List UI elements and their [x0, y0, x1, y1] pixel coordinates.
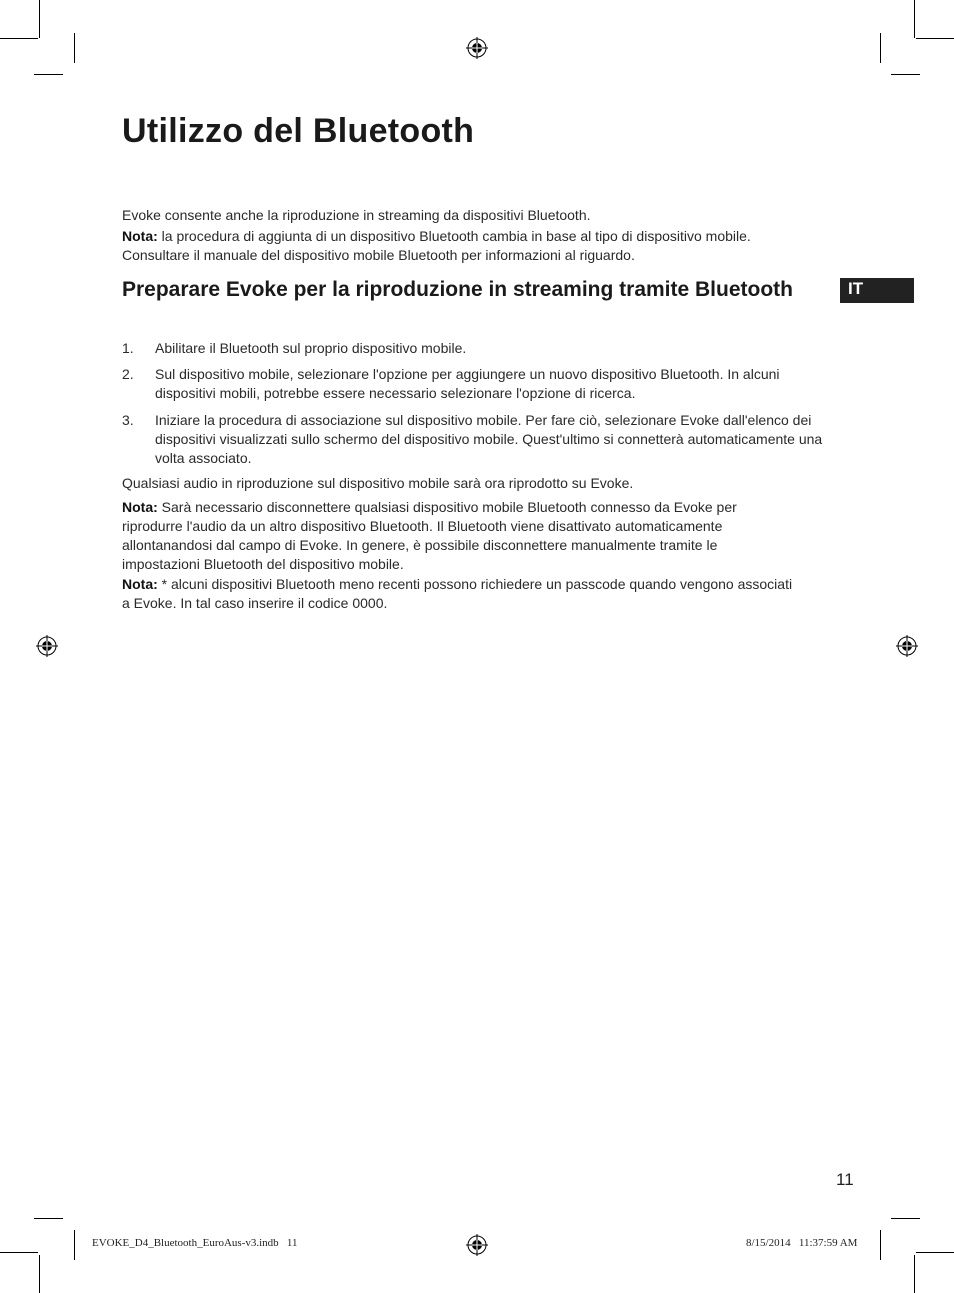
slug-filename: EVOKE_D4_Bluetooth_EuroAus-v3.indb 11 — [92, 1237, 298, 1249]
crop-mark — [914, 0, 915, 38]
slug-timestamp: 8/15/2014 11:37:59 AM — [746, 1237, 858, 1249]
registration-mark-icon — [896, 635, 918, 657]
crop-mark — [34, 1218, 63, 1219]
crop-mark — [880, 33, 881, 63]
crop-mark — [891, 74, 920, 75]
registration-mark-icon — [466, 37, 488, 59]
crop-mark — [0, 38, 38, 39]
crop-mark — [914, 1255, 915, 1293]
note-paragraph — [122, 575, 797, 613]
crop-mark — [39, 1255, 40, 1293]
note-paragraph — [122, 498, 797, 574]
intro-paragraph — [122, 206, 812, 225]
list-number: 1. — [122, 340, 134, 356]
result-text: Qualsiasi audio in riproduzione sul dispositivo mobile sarà ora riprodotto su Evoke. — [122, 475, 634, 491]
note-text: * alcuni dispositivi Bluetooth meno recenti possono richiedere un passcode quando vengono associati a Evoke. In tal caso inserire il codice 0000. — [122, 576, 793, 611]
page-number: 11 — [836, 1170, 854, 1189]
list-item — [122, 365, 842, 403]
note-text: Sarà necessario disconnettere qualsiasi dispositivo mobile Bluetooth connesso da Evoke per riprodurre l'audio da un altro dispositivo Bluetooth. Il Bluetooth viene disattivato automaticamente allontanandosi dal campo di Evoke. In genere, è possibile disconnettere manualmente tramite le impostazioni Bluetooth del dispositivo mobile. — [122, 499, 737, 572]
result-paragraph — [122, 474, 822, 493]
note-label: Nota: — [122, 228, 158, 244]
registration-mark-icon — [36, 635, 58, 657]
crop-mark — [916, 1252, 954, 1253]
list-text: Sul dispositivo mobile, selezionare l'opzione per aggiungere un nuovo dispositivo Bluetooth. In alcuni dispositivi mobili, potrebbe essere necessario selezionare l'opzione di ricerca. — [155, 366, 780, 401]
crop-mark — [0, 1252, 38, 1253]
crop-mark — [39, 0, 40, 38]
crop-mark — [916, 38, 954, 39]
list-item — [122, 339, 842, 358]
list-item — [122, 411, 842, 468]
crop-mark — [74, 1230, 75, 1260]
crop-mark — [74, 33, 75, 63]
crop-mark — [880, 1230, 881, 1260]
list-text: Abilitare il Bluetooth sul proprio dispositivo mobile. — [155, 340, 467, 356]
list-number: 2. — [122, 366, 134, 382]
list-text: Iniziare la procedura di associazione sul dispositivo mobile. Per fare ciò, selezionare Evoke dall'elenco dei dispositivi visualizzati sullo schermo del dispositivo mobile. Quest'ultimo si connetterà automaticamente una volta associato. — [155, 412, 823, 466]
language-tab: IT — [840, 278, 914, 303]
section-title: Preparare Evoke per la riproduzione in streaming tramite Bluetooth — [122, 278, 793, 301]
crop-mark — [891, 1218, 920, 1219]
note-text: la procedura di aggiunta di un dispositivo Bluetooth cambia in base al tipo di dispositivo mobile. Consultare il manuale del dispositivo mobile Bluetooth per informazioni al riguardo. — [122, 228, 751, 263]
list-number: 3. — [122, 412, 134, 428]
registration-mark-icon — [466, 1234, 488, 1256]
note-label: Nota: — [122, 576, 158, 592]
crop-mark — [34, 74, 63, 75]
note-label: Nota: — [122, 499, 158, 515]
intro-note — [122, 227, 812, 265]
page-title: Utilizzo del Bluetooth — [122, 112, 475, 150]
intro-text: Evoke consente anche la riproduzione in streaming da dispositivi Bluetooth. — [122, 207, 591, 223]
